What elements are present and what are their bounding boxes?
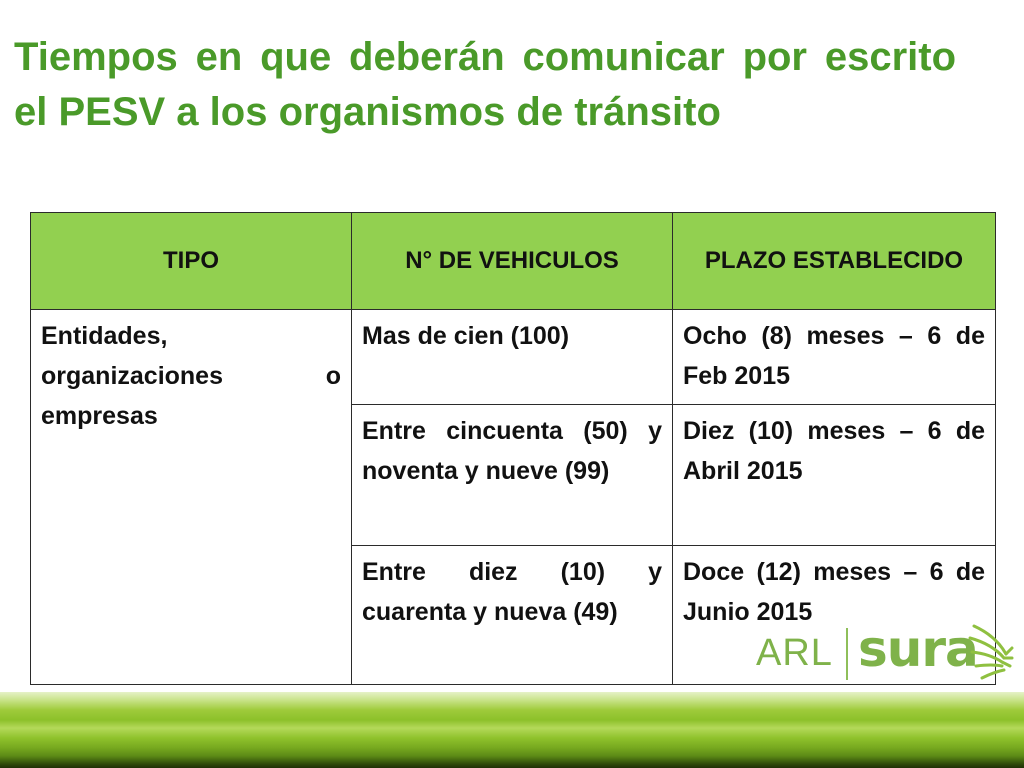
deadlines-table-container [30,212,995,685]
table-row [31,310,996,405]
cell-tipo: Entidades, organizaciones o empresas [31,310,352,685]
cell-plazo: Doce (12) meses – 6 de Junio 2015 [673,546,996,685]
slide-title: Tiempos en que deberán comunicar por escrito el PESV a los organismos de tránsito [14,35,956,134]
deadlines-table [30,212,996,685]
cell-vehiculos: Entre diez (10) y cuarenta y nueva (49) [352,546,673,685]
logo-sura-text: sura [858,620,978,678]
cell-vehiculos: Entre cincuenta (50) y noventa y nueve (99) [352,405,673,546]
header-vehiculos: N° DE VEHICULOS [352,213,673,310]
cell-vehiculos: Mas de cien (100) [352,310,673,405]
leaf-icon [966,618,1016,690]
cell-plazo: Ocho (8) meses – 6 de Feb 2015 [673,310,996,405]
arl-sura-logo [756,618,1018,692]
header-tipo: TIPO [31,213,352,310]
footer-gradient-bar [0,692,1024,768]
logo-arl-text: ARL [756,632,833,674]
header-plazo: PLAZO ESTABLECIDO [673,213,996,310]
logo-separator [846,628,848,680]
cell-plazo: Diez (10) meses – 6 de Abril 2015 [673,405,996,546]
table-header-row [31,213,996,310]
